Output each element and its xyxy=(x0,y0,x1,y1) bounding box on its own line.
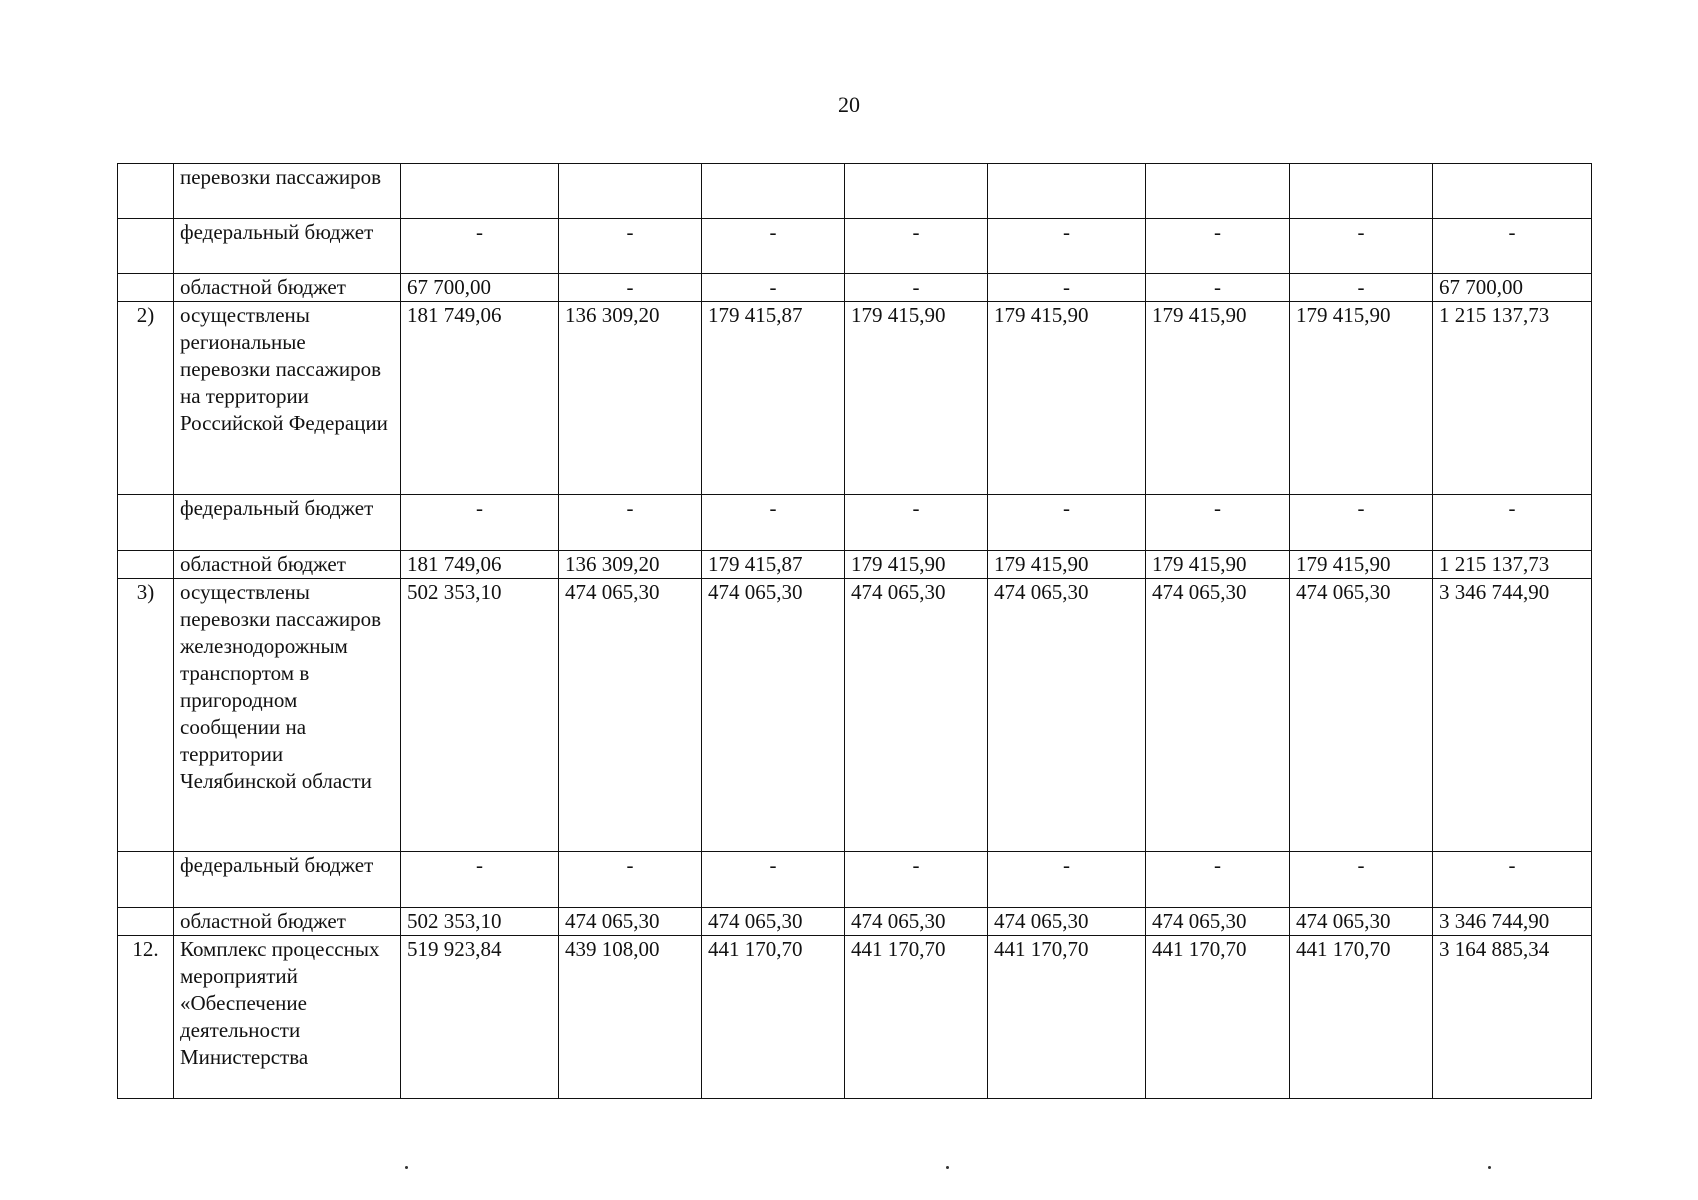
value-cell: - xyxy=(988,219,1146,274)
table-row xyxy=(118,579,1592,852)
total-cell: 3 164 885,34 xyxy=(1433,936,1592,1099)
value-cell: - xyxy=(845,274,988,302)
row-name: федеральный бюджет xyxy=(174,852,401,908)
value-cell: - xyxy=(559,495,702,551)
value-cell: - xyxy=(1146,219,1290,274)
row-number: 2) xyxy=(118,302,174,495)
row-name: областной бюджет xyxy=(174,908,401,936)
value-cell: 474 065,30 xyxy=(1146,908,1290,936)
table-row xyxy=(118,908,1592,936)
row-number xyxy=(118,908,174,936)
value-cell: 67 700,00 xyxy=(401,274,559,302)
total-cell: 67 700,00 xyxy=(1433,274,1592,302)
value-cell: 519 923,84 xyxy=(401,936,559,1099)
total-cell: 1 215 137,73 xyxy=(1433,551,1592,579)
value-cell: 441 170,70 xyxy=(1290,936,1433,1099)
row-name: областной бюджет xyxy=(174,551,401,579)
value-cell: - xyxy=(1290,852,1433,908)
value-cell: - xyxy=(1146,495,1290,551)
total-cell xyxy=(1433,164,1592,219)
value-cell: 474 065,30 xyxy=(1290,579,1433,852)
value-cell: 179 415,90 xyxy=(988,551,1146,579)
value-cell: 439 108,00 xyxy=(559,936,702,1099)
total-cell: 3 346 744,90 xyxy=(1433,579,1592,852)
table-row xyxy=(118,852,1592,908)
total-cell: - xyxy=(1433,852,1592,908)
table-row xyxy=(118,219,1592,274)
row-name: осуществлены перевозки пассажиров железнодорожным транспортом в пригородном сообщении на территории Челябинской области xyxy=(174,579,401,852)
value-cell: - xyxy=(988,852,1146,908)
value-cell: - xyxy=(401,852,559,908)
value-cell xyxy=(1146,164,1290,219)
value-cell: 179 415,90 xyxy=(845,551,988,579)
row-number xyxy=(118,495,174,551)
value-cell: 181 749,06 xyxy=(401,551,559,579)
value-cell: 441 170,70 xyxy=(988,936,1146,1099)
row-name: Комплекс процессных мероприятий «Обеспечение деятельности Министерства xyxy=(174,936,401,1099)
value-cell: - xyxy=(988,274,1146,302)
total-cell: 3 346 744,90 xyxy=(1433,908,1592,936)
row-name: перевозки пассажиров xyxy=(174,164,401,219)
value-cell: 474 065,30 xyxy=(1290,908,1433,936)
value-cell: - xyxy=(1146,274,1290,302)
value-cell: - xyxy=(702,495,845,551)
value-cell: 474 065,30 xyxy=(1146,579,1290,852)
value-cell xyxy=(845,164,988,219)
value-cell: 441 170,70 xyxy=(702,936,845,1099)
total-cell: 1 215 137,73 xyxy=(1433,302,1592,495)
row-name: федеральный бюджет xyxy=(174,219,401,274)
scan-dot xyxy=(1488,1166,1491,1169)
value-cell: 441 170,70 xyxy=(1146,936,1290,1099)
value-cell: - xyxy=(988,495,1146,551)
value-cell: 474 065,30 xyxy=(702,579,845,852)
value-cell: 179 415,87 xyxy=(702,551,845,579)
value-cell xyxy=(988,164,1146,219)
value-cell: - xyxy=(845,852,988,908)
value-cell xyxy=(1290,164,1433,219)
value-cell: 474 065,30 xyxy=(559,579,702,852)
value-cell: - xyxy=(1290,219,1433,274)
value-cell: 474 065,30 xyxy=(559,908,702,936)
value-cell: 474 065,30 xyxy=(702,908,845,936)
value-cell: - xyxy=(559,852,702,908)
value-cell: 474 065,30 xyxy=(845,579,988,852)
value-cell xyxy=(401,164,559,219)
value-cell: - xyxy=(401,495,559,551)
value-cell: 179 415,90 xyxy=(1290,302,1433,495)
row-name: осуществлены региональные перевозки пассажиров на территории Российской Федерации xyxy=(174,302,401,495)
value-cell: - xyxy=(559,219,702,274)
table-row xyxy=(118,551,1592,579)
value-cell: 179 415,90 xyxy=(1290,551,1433,579)
row-number xyxy=(118,219,174,274)
value-cell: 474 065,30 xyxy=(988,579,1146,852)
value-cell: 502 353,10 xyxy=(401,908,559,936)
value-cell: 136 309,20 xyxy=(559,551,702,579)
value-cell: 441 170,70 xyxy=(845,936,988,1099)
value-cell: 502 353,10 xyxy=(401,579,559,852)
row-name: федеральный бюджет xyxy=(174,495,401,551)
value-cell xyxy=(702,164,845,219)
value-cell: 181 749,06 xyxy=(401,302,559,495)
value-cell: - xyxy=(401,219,559,274)
value-cell: 136 309,20 xyxy=(559,302,702,495)
value-cell: - xyxy=(1290,274,1433,302)
value-cell: - xyxy=(702,219,845,274)
table-row xyxy=(118,274,1592,302)
scan-dot xyxy=(405,1166,408,1169)
value-cell: 474 065,30 xyxy=(988,908,1146,936)
scan-dot xyxy=(946,1166,949,1169)
value-cell: 179 415,90 xyxy=(1146,302,1290,495)
row-number xyxy=(118,164,174,219)
table-row xyxy=(118,936,1592,1099)
value-cell: 179 415,90 xyxy=(845,302,988,495)
value-cell: - xyxy=(702,852,845,908)
total-cell: - xyxy=(1433,219,1592,274)
total-cell: - xyxy=(1433,495,1592,551)
table-row xyxy=(118,495,1592,551)
value-cell: - xyxy=(845,219,988,274)
table-body xyxy=(118,164,1592,1099)
value-cell: - xyxy=(559,274,702,302)
row-number: 3) xyxy=(118,579,174,852)
value-cell: 179 415,90 xyxy=(988,302,1146,495)
row-number: 12. xyxy=(118,936,174,1099)
value-cell: - xyxy=(1290,495,1433,551)
value-cell: - xyxy=(1146,852,1290,908)
row-number xyxy=(118,551,174,579)
value-cell: 474 065,30 xyxy=(845,908,988,936)
value-cell xyxy=(559,164,702,219)
table-row xyxy=(118,164,1592,219)
budget-table xyxy=(117,163,1592,1099)
value-cell: 179 415,90 xyxy=(1146,551,1290,579)
row-name: областной бюджет xyxy=(174,274,401,302)
row-number xyxy=(118,274,174,302)
value-cell: 179 415,87 xyxy=(702,302,845,495)
table-row xyxy=(118,302,1592,495)
page-number: 20 xyxy=(838,92,860,117)
row-number xyxy=(118,852,174,908)
value-cell: - xyxy=(702,274,845,302)
value-cell: - xyxy=(845,495,988,551)
